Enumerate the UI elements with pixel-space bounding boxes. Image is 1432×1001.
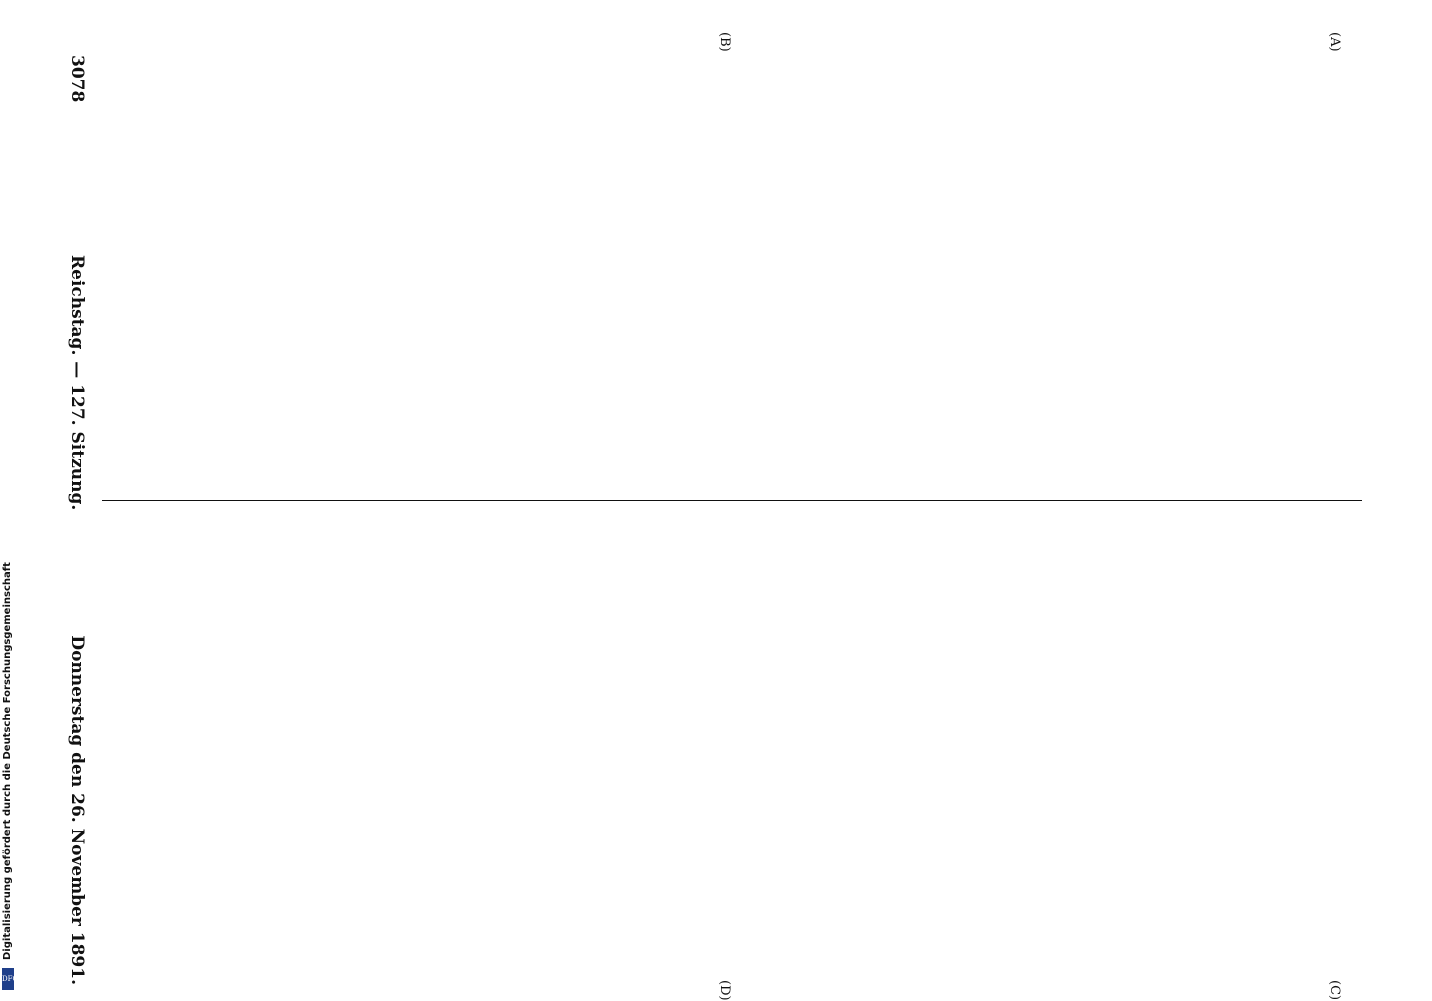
session-date: Donnerstag den 26. November 1891. xyxy=(67,635,87,985)
footer-credit: Digitalisierung gefördert durch die Deutsche Forschungsgemeinschaft xyxy=(2,562,13,960)
right-column xyxy=(106,540,1346,960)
left-column xyxy=(106,60,1346,480)
margin-marker-b: (B) xyxy=(717,32,732,52)
column-divider xyxy=(102,500,1362,501)
margin-marker-d: (D) xyxy=(717,980,732,1001)
running-header xyxy=(53,55,91,985)
margin-marker-a: (A) xyxy=(1327,32,1342,52)
session-title: Reichstag. — 127. Sitzung. xyxy=(67,255,87,511)
dfg-logo: DFG xyxy=(2,968,14,990)
page-number: 3078 xyxy=(67,55,87,103)
margin-marker-c: (C) xyxy=(1327,980,1342,1001)
digitization-footer xyxy=(0,0,19,1000)
